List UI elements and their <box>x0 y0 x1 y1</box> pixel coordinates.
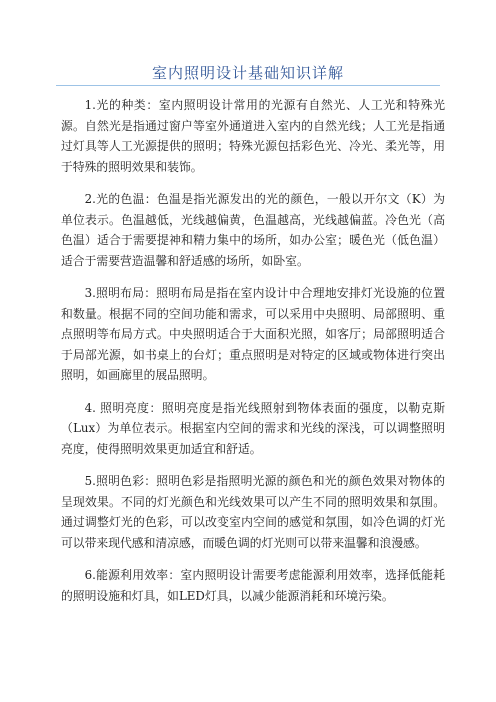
paragraph-light-types: 1.光的种类：室内照明设计常用的光源有自然光、人工光和特殊光源。自然光是指通过窗户等室外通道进入室内的自然光线；人工光是指通过灯具等人工光源提供的照明；特殊光源包括彩色光、冷光、柔光等，用于特殊的照明效果和装饰。 <box>61 98 445 174</box>
document-body <box>61 95 445 618</box>
paragraph-color-temperature: 2.光的色温：色温是指光源发出的光的颜色，一般以开尔文（K）为单位表示。色温越低，光线越偏黄，色温越高，光线越偏蓝。冷色光（高色温）适合于需要提神和精力集中的场所，如办公室；暖色光（低色温）适合于需要营造温馨和舒适感的场所，如卧室。 <box>61 192 445 268</box>
paragraph-energy-efficiency: 6.能源利用效率：室内照明设计需要考虑能源利用效率，选择低能耗的照明设施和灯具，如LED灯具，以减少能源消耗和环境污染。 <box>61 568 445 603</box>
paragraph-lighting-brightness: 4. 照明亮度：照明亮度是指光线照射到物体表面的强度，以勒克斯（Lux）为单位表示。根据室内空间的需求和光线的深浅，可以调整照明亮度，使得照明效果更加适宜和舒适。 <box>61 400 445 456</box>
document-title: 室内照明设计基础知识详解 <box>151 64 344 82</box>
title-underline <box>56 85 440 86</box>
paragraph-lighting-layout: 3.照明布局：照明布局是指在室内设计中合理地安排灯光设施的位置和数量。根据不同的空间功能和需求，可以采用中央照明、局部照明、重点照明等布局方式。中央照明适合于大面积光照，如客厅；局部照明适合于局部光源，如书桌上的台灯；重点照明是对特定的区域或物体进行突出照明，如画廊里的展品照明。 <box>61 286 445 382</box>
paragraph-lighting-color: 5.照明色彩：照明色彩是指照明光源的颜色和光的颜色效果对物体的呈现效果。不同的灯光颜色和光线效果可以产生不同的照明效果和氛围。通过调整灯光的色彩，可以改变室内空间的感觉和氛围，如冷色调的灯光可以带来现代感和清凉感，而暖色调的灯光则可以带来温馨和浪漫感。 <box>61 474 445 550</box>
